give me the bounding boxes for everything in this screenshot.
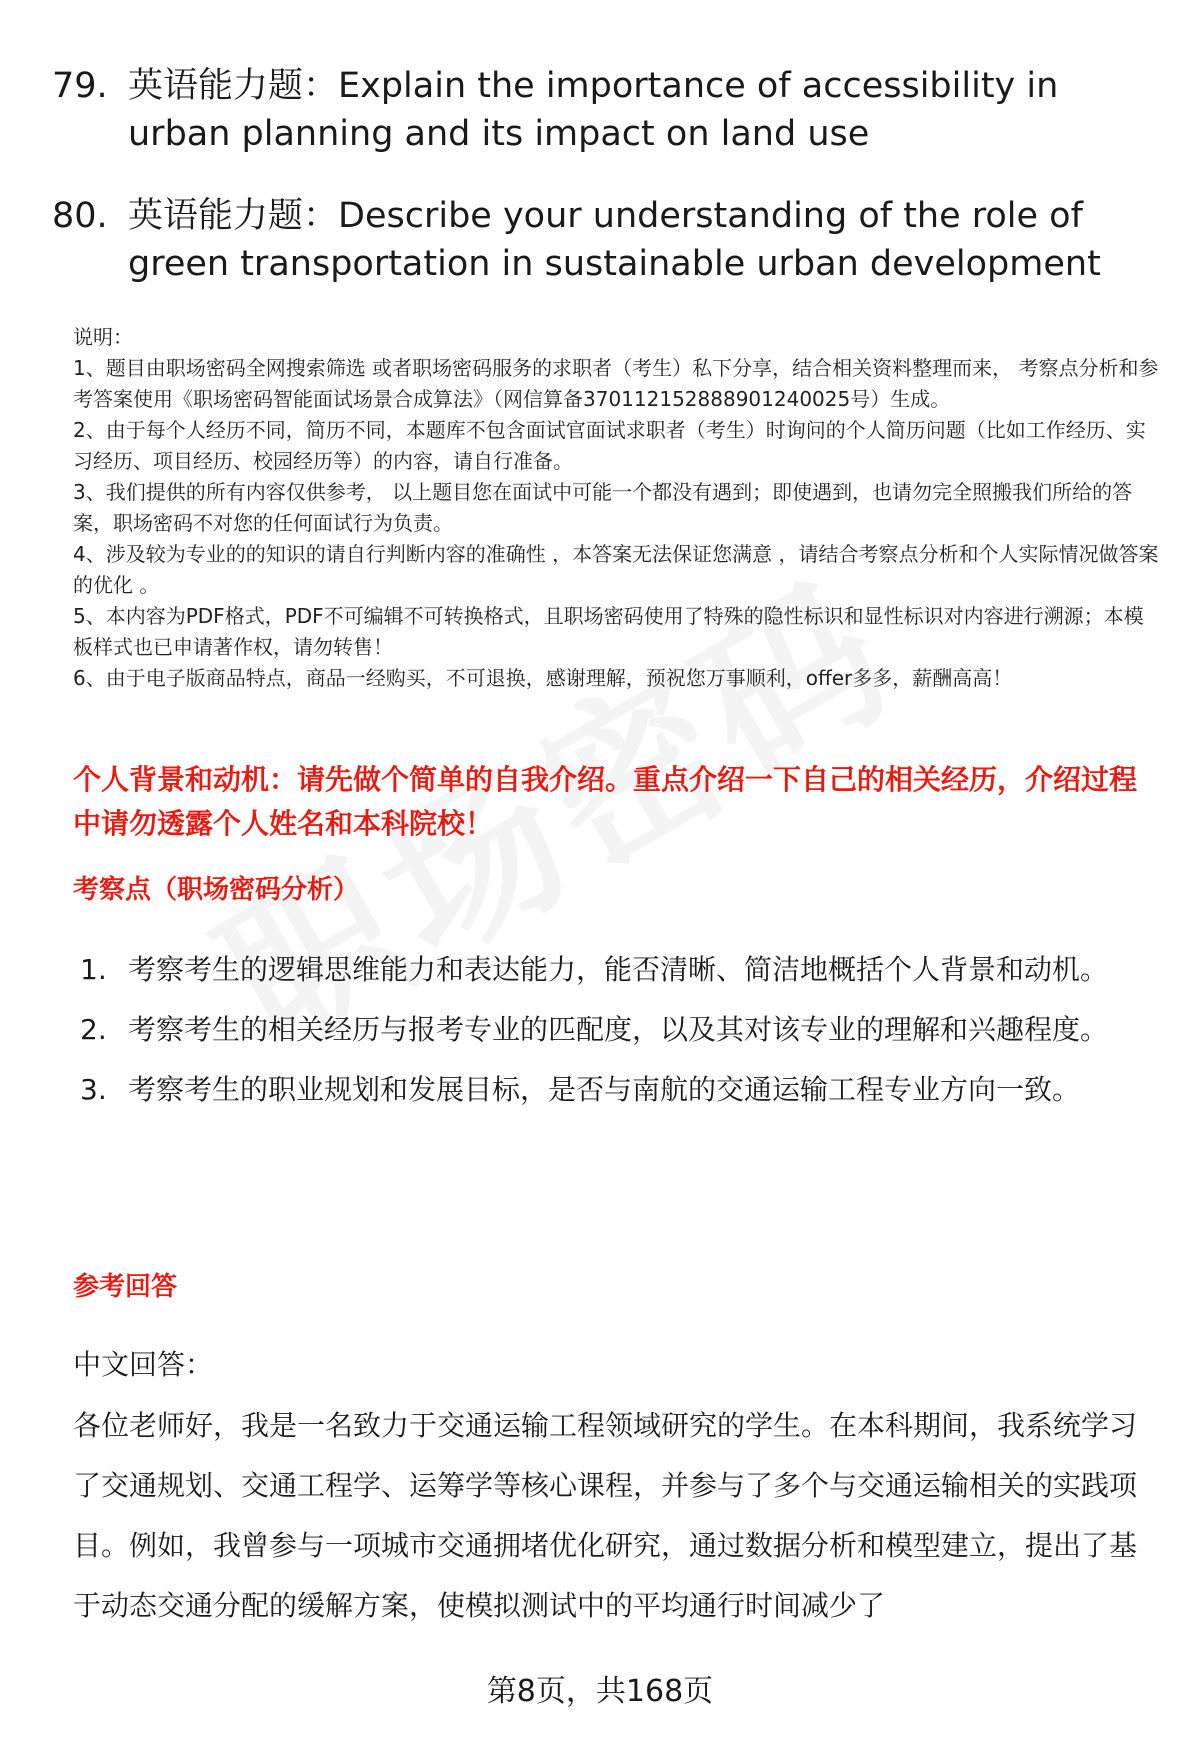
- note-item: 6、由于电子版商品特点，商品一经购买，不可退换，感谢理解，预祝您万事顺利，offer多多，薪酬高高！: [73, 666, 1013, 690]
- focus-number: 3.: [80, 1073, 107, 1106]
- question-text: 英语能力题：Describe your understanding of the role of green transportation in sustainable urban development: [128, 196, 1101, 284]
- notes-title: 说明：: [73, 325, 133, 349]
- note-item: 5、本内容为PDF格式，PDF不可编辑不可转换格式，且职场密码使用了特殊的隐性标识和显性标识对内容进行溯源；本模板样式也已申请著作权，请勿转售！: [73, 604, 1144, 659]
- note-item: 4、涉及较为专业的的知识的请自行判断内容的准确性 ，本答案无法保证您满意 ，请结合考察点分析和个人实际情况做答案的优化 。: [73, 542, 1159, 597]
- focus-text: 考察考生的职业规划和发展目标，是否与南航的交通运输工程专业方向一致。: [128, 1073, 1081, 1106]
- focus-list: [80, 940, 1130, 1120]
- focus-number: 1.: [80, 953, 107, 986]
- focus-number: 2.: [80, 1013, 107, 1046]
- question-item: [52, 192, 1162, 288]
- focus-text: 考察考生的逻辑思维能力和表达能力，能否清晰、简洁地概括个人背景和动机。: [128, 953, 1109, 986]
- focus-item: [80, 940, 1130, 1000]
- answer-body: 各位老师好，我是一名致力于交通运输工程领域研究的学生。在本科期间，我系统学习了交通规划、交通工程学、运筹学等核心课程，并参与了多个与交通运输相关的实践项目。例如，我曾参与一项城市交通拥堵优化研究，通过数据分析和模型建立，提出了基于动态交通分配的缓解方案，使模拟测试中的平均通行时间减少了: [73, 1409, 1138, 1622]
- question-number: 80.: [52, 196, 108, 236]
- note-item: 3、我们提供的所有内容仅供参考， 以上题目您在面试中可能一个都没有遇到；即使遇到，也请勿完全照搬我们所给的答案，职场密码不对您的任何面试行为负责。: [73, 480, 1133, 535]
- notes-block: [73, 322, 1163, 694]
- question-item: [52, 62, 1162, 158]
- reference-heading: 参考回答: [73, 1272, 178, 1302]
- question-text: 英语能力题：Explain the importance of accessibility in urban planning and its impact on land use: [128, 66, 1059, 154]
- focus-item: [80, 1000, 1130, 1060]
- note-item: 2、由于每个人经历不同，简历不同，本题库不包含面试官面试求职者（考生）时询问的个人简历问题（比如工作经历、实习经历、项目经历、校园经历等）的内容，请自行准备。: [73, 418, 1146, 473]
- focus-text: 考察考生的相关经历与报考专业的匹配度，以及其对该专业的理解和兴趣程度。: [128, 1013, 1109, 1046]
- main-question-heading: 个人背景和动机：请先做个简单的自我介绍。重点介绍一下自己的相关经历，介绍过程中请勿透露个人姓名和本科院校！: [73, 763, 1138, 840]
- focus-item: [80, 1060, 1130, 1120]
- question-number: 79.: [52, 66, 108, 106]
- answer-label: 中文回答：: [73, 1348, 214, 1381]
- note-item: 1、题目由职场密码全网搜索筛选 或者职场密码服务的求职者（考生）私下分享，结合相关资料整理而来， 考察点分析和参考答案使用《职场密码智能面试场景合成算法》（网信算备370112152888901240025号）生成。: [73, 356, 1159, 411]
- focus-heading: 考察点（职场密码分析）: [73, 875, 360, 905]
- page-number: 第8页，共168页: [486, 1674, 714, 1709]
